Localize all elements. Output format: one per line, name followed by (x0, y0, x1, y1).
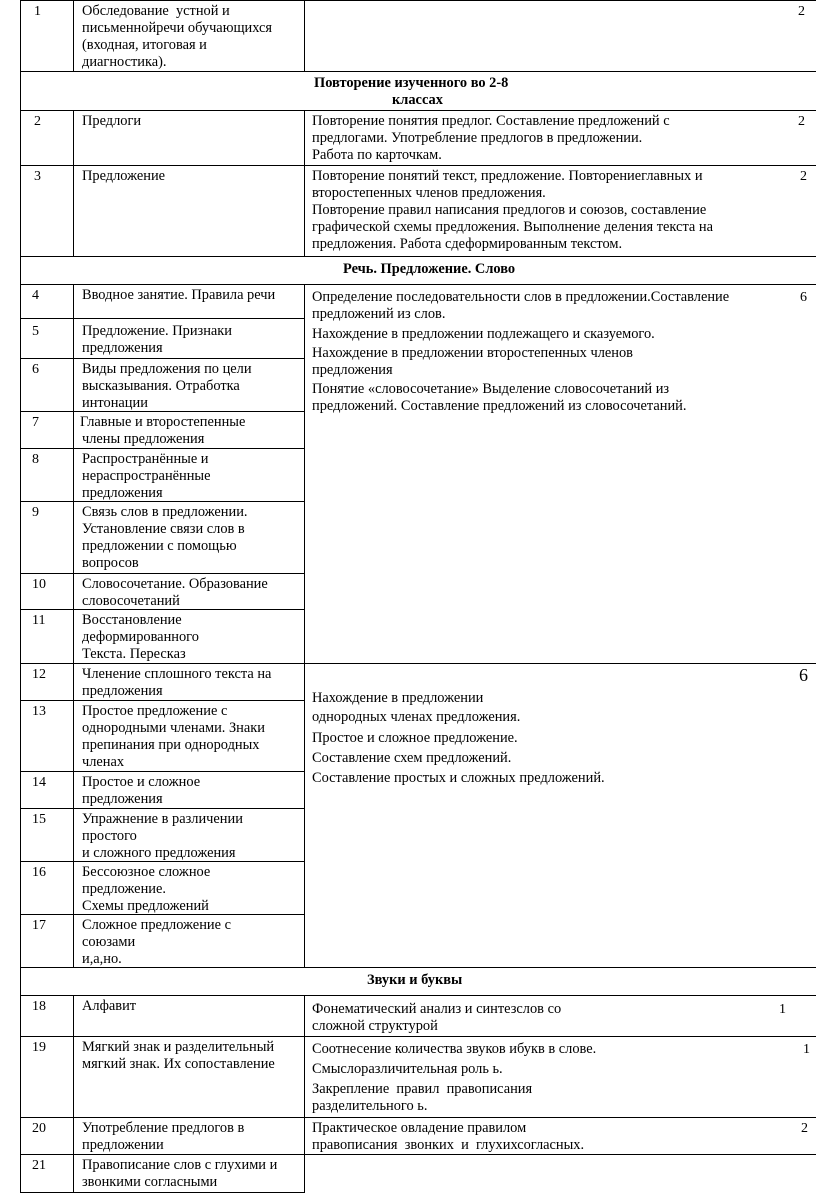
content-cell: Повторение понятия предлог. Составление предложений с (312, 113, 670, 129)
row-number: 3 (34, 169, 41, 184)
hours-cell: 1 (803, 1042, 810, 1057)
topic-cell: Восстановление (82, 612, 182, 628)
row-number: 5 (32, 324, 39, 339)
topic-cell: и,а,но. (82, 951, 122, 967)
topic-cell: Связь слов в предложении. (82, 504, 248, 520)
row-number: 9 (32, 505, 39, 520)
section-title: Речь. Предложение. Слово (343, 261, 516, 277)
topic-cell: Словосочетание. Образование (82, 576, 268, 592)
content-cell: предложения (312, 362, 393, 378)
content-cell: Работа по карточкам. (312, 147, 442, 163)
topic-cell: однородными членами. Знаки (82, 720, 265, 736)
row-number: 21 (32, 1158, 46, 1173)
topic-cell: Сложное предложение с (82, 917, 231, 933)
topic-cell: Употребление предлогов в (82, 1120, 245, 1136)
topic-cell: Виды предложения по цели (82, 361, 252, 377)
row-number: 7 (32, 415, 39, 430)
topic-cell: Схемы предложений (82, 898, 209, 914)
content-cell: Составление простых и сложных предложений. (312, 770, 605, 786)
topic-cell: нераспространённые (82, 468, 211, 484)
topic-cell: предложения (82, 791, 163, 807)
topic-cell: Предлоги (82, 113, 142, 129)
content-cell: Практическое овладение правилом (312, 1120, 527, 1136)
topic-cell: членах (82, 754, 125, 770)
topic-cell: предложения (82, 340, 163, 356)
topic-cell: предложении (82, 1137, 164, 1153)
topic-cell: Бессоюзное сложное (82, 864, 211, 880)
hours-cell: 6 (799, 665, 808, 685)
content-cell: Фонематический анализ и синтезслов со (312, 1001, 562, 1017)
content-cell: Соотнесение количества звуков ибукв в слове. (312, 1041, 597, 1057)
topic-cell: Текста. Пересказ (82, 646, 186, 662)
row-number: 6 (32, 362, 39, 377)
content-cell: разделительного ь. (312, 1098, 428, 1114)
hours-cell: 1 (779, 1002, 786, 1017)
hours-cell: 2 (798, 114, 805, 129)
topic-cell: Простое и сложное (82, 774, 201, 790)
topic-cell: Предложение (82, 168, 166, 184)
topic-cell: диагностика). (82, 54, 167, 70)
content-cell: Нахождение в предложении подлежащего и сказуемого. (312, 326, 655, 342)
content-cell: Простое и сложное предложение. (312, 730, 518, 746)
topic-cell: Обследование устной и (82, 3, 230, 19)
hours-cell: 2 (798, 4, 805, 19)
topic-cell: Алфавит (82, 998, 137, 1014)
topic-cell: письменнойречи обучающихся (82, 20, 273, 36)
section-title: Повторение изученного во 2-8 (314, 75, 509, 91)
row-number: 18 (32, 999, 46, 1014)
content-cell: предложений из слов. (312, 306, 446, 322)
row-number: 14 (32, 775, 46, 790)
topic-cell: Главные и второстепенные (80, 414, 246, 430)
topic-cell: деформированного (82, 629, 199, 645)
topic-cell: вопросов (82, 555, 139, 571)
content-cell: предложения. Работа сдеформированным текстом. (312, 236, 623, 252)
topic-cell: простого (82, 828, 137, 844)
row-number: 10 (32, 577, 46, 592)
content-cell: графической схемы предложения. Выполнение деления текста на (312, 219, 713, 235)
topic-cell: высказывания. Отработка (82, 378, 240, 394)
row-number: 2 (34, 114, 41, 129)
row-number: 20 (32, 1121, 46, 1136)
topic-cell: Членение сплошного текста на (82, 666, 272, 682)
content-cell: предлогами. Употребление предлогов в предложении. (312, 130, 643, 146)
topic-cell: Предложение. Признаки (82, 323, 233, 339)
row-number: 16 (32, 865, 46, 880)
content-cell: Повторение правил написания предлогов и союзов, составление (312, 202, 707, 218)
row-number: 13 (32, 704, 46, 719)
topic-cell: интонации (82, 395, 148, 411)
topic-cell: члены предложения (82, 431, 205, 447)
section-title: Звуки и буквы (367, 972, 463, 988)
topic-cell: звонкими согласными (82, 1174, 218, 1190)
topic-cell: предложение. (82, 881, 166, 897)
topic-cell: и сложного предложения (82, 845, 236, 861)
content-cell: правописания звонких и глухихсогласных. (312, 1137, 585, 1153)
content-cell: Определение последовательности слов в предложении.Составление (312, 289, 730, 305)
content-cell: Смыслоразличительная роль ь. (312, 1061, 503, 1077)
hours-cell: 2 (800, 169, 807, 184)
topic-cell: (входная, итоговая и (82, 37, 207, 53)
row-number: 11 (32, 613, 46, 628)
content-cell: второстепенных членов предложения. (312, 185, 546, 201)
content-cell: Закрепление правил правописания (312, 1081, 533, 1097)
topic-cell: Вводное занятие. Правила речи (82, 287, 276, 303)
row-number: 1 (34, 4, 41, 19)
topic-cell: мягкий знак. Их сопоставление (82, 1056, 275, 1072)
hours-cell: 6 (800, 290, 807, 305)
topic-cell: предложения (82, 683, 163, 699)
row-number: 19 (32, 1040, 46, 1055)
topic-cell: Мягкий знак и разделительный (82, 1039, 275, 1055)
row-number: 4 (32, 288, 39, 303)
topic-cell: Упражнение в различении (82, 811, 243, 827)
topic-cell: Правописание слов с глухими и (82, 1157, 278, 1173)
row-number: 12 (32, 667, 46, 682)
topic-cell: словосочетаний (82, 593, 180, 609)
content-cell: предложений. Составление предложений из словосочетаний. (312, 398, 687, 414)
topic-cell: союзами (82, 934, 136, 950)
content-cell: однородных членах предложения. (312, 709, 521, 725)
topic-cell: препинания при однородных (82, 737, 260, 753)
content-cell: Нахождение в предложении (312, 690, 484, 706)
content-cell: Повторение понятий текст, предложение. Повторениеглавных и (312, 168, 703, 184)
row-number: 17 (32, 918, 46, 933)
topic-cell: предложении с помощью (82, 538, 237, 554)
topic-cell: Установление связи слов в (82, 521, 245, 537)
topic-cell: Простое предложение с (82, 703, 228, 719)
content-cell: сложной структурой (312, 1018, 438, 1034)
topic-cell: предложения (82, 485, 163, 501)
content-cell: Составление схем предложений. (312, 750, 512, 766)
content-cell: Понятие «словосочетание» Выделение словосочетаний из (312, 381, 670, 397)
row-number: 8 (32, 452, 39, 467)
hours-cell: 2 (801, 1121, 808, 1136)
section-title: классах (392, 92, 443, 108)
content-cell: Нахождение в предложении второстепенных членов (312, 345, 633, 361)
topic-cell: Распространённые и (82, 451, 209, 467)
row-number: 15 (32, 812, 46, 827)
